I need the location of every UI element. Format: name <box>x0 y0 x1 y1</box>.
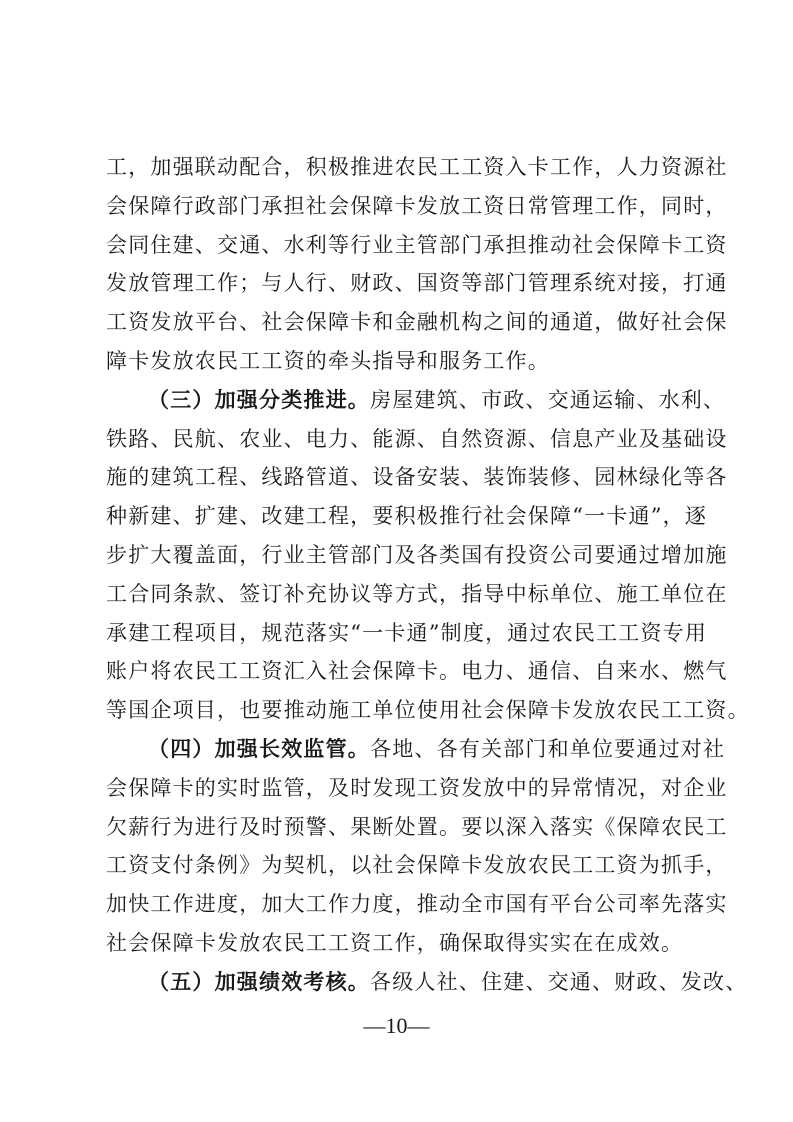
text-line: 承建工程项目，规范落实“一卡通”制度，通过农民工工资专用 <box>106 620 708 645</box>
text-line: 会保障行政部门承担社会保障卡发放工资日常管理工作，同时， <box>106 193 728 218</box>
text-line: 工资支付条例》为契机，以社会保障卡发放农民工工资为抓手， <box>106 853 728 878</box>
section-5-heading: （五）加强绩效考核。 <box>148 968 370 994</box>
text-line: 步扩大覆盖面，行业主管部门及各类国有投资公司要通过增加施 <box>106 542 728 567</box>
text-line: 发放管理工作；与人行、财政、国资等部门管理系统对接，打通 <box>106 271 728 296</box>
text-line: 工，加强联动配合，积极推进农民工工资入卡工作，人力资源社 <box>106 155 728 179</box>
text-line: 欠薪行为进行及时预警、果断处置。要以深入落实《保障农民工 <box>106 814 728 839</box>
text-line: 铁路、民航、农业、电力、能源、自然资源、信息产业及基础设 <box>106 426 728 451</box>
section-3-text: 房屋建筑、市政、交通运输、水利、 <box>370 387 726 412</box>
page-number: —10— <box>363 1013 430 1038</box>
text-line: 障卡发放农民工工资的牵头指导和服务工作。 <box>106 348 550 373</box>
section-4-heading: （四）加强长效监管。 <box>148 735 370 761</box>
text-line: 会同住建、交通、水利等行业主管部门承担推动社会保障卡工资 <box>106 232 728 257</box>
text-line: 工资发放平台、社会保障卡和金融机构之间的通道，做好社会保 <box>106 310 728 335</box>
text-line: 等国企项目，也要推动施工单位使用社会保障卡发放农民工工资。 <box>106 698 750 723</box>
text-line: 工合同条款、签订补充协议等方式，指导中标单位、施工单位在 <box>106 581 728 606</box>
text-line: 会保障卡的实时监管，及时发现工资发放中的异常情况，对企业 <box>106 775 728 800</box>
section-5-first-line <box>106 963 748 1002</box>
section-4-first-line <box>106 730 726 769</box>
text-line: 社会保障卡发放农民工工资工作，确保取得实实在在成效。 <box>106 930 684 955</box>
section-5-text: 各级人社、住建、交通、财政、发改、 <box>370 969 748 994</box>
text-line: 账户将农民工工资汇入社会保障卡。电力、通信、自来水、燃气 <box>106 659 728 684</box>
section-4-text: 各地、各有关部门和单位要通过对社 <box>370 736 726 761</box>
body-text <box>106 148 750 1002</box>
text-line: 种新建、扩建、改建工程，要积极推行社会保障“一卡通”，逐 <box>106 504 708 529</box>
text-line: 加快工作进度，加大工作力度，推动全市国有平台公司率先落实 <box>106 892 728 917</box>
section-3-heading: （三）加强分类推进。 <box>148 386 370 412</box>
text-line: 施的建筑工程、线路管道、设备安装、装饰装修、园林绿化等各 <box>106 465 728 490</box>
section-3-first-line <box>106 381 726 420</box>
